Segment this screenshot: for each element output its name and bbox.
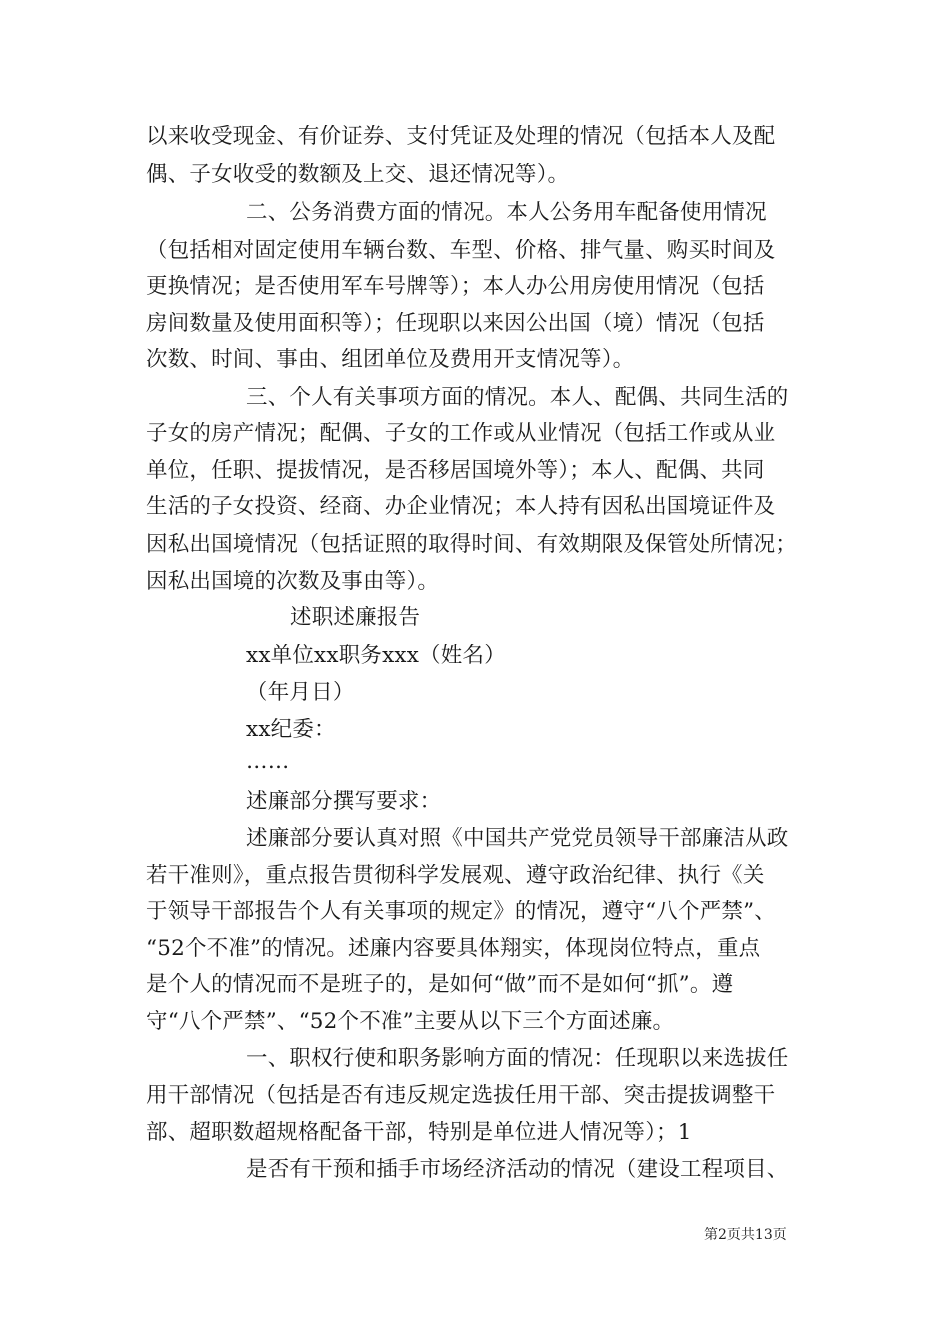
paragraph-start-line: 三、个人有关事项方面的情况。本人、配偶、共同生活的 — [246, 386, 789, 410]
date-line: （年月日） — [246, 681, 355, 705]
text-line: 因私出国境情况（包括证照的取得时间、有效期限及保管处所情况； — [146, 533, 798, 557]
paragraph-start-line: 二、公务消费方面的情况。本人公务用车配备使用情况 — [246, 201, 767, 225]
text-line: “52个不准”的情况。述廉内容要具体翔实，体现岗位特点，重点 — [146, 937, 761, 961]
text-line: 以来收受现金、有价证券、支付凭证及处理的情况（包括本人及配 — [146, 125, 776, 149]
paragraph-start-line: 是否有干预和插手市场经济活动的情况（建设工程项目、 — [246, 1158, 789, 1182]
text-line: 更换情况；是否使用军车号牌等）；本人办公用房使用情况（包括 — [146, 275, 765, 299]
text-line: 部、超职数超规格配备干部，特别是单位进人情况等）；1 — [146, 1121, 692, 1145]
text-line: 若干准则》，重点报告贯彻科学发展观、遵守政治纪律、执行《关 — [146, 864, 765, 888]
paragraph-start-line: 述廉部分要认真对照《中国共产党党员领导干部廉洁从政 — [246, 827, 789, 851]
text-line: 守“八个严禁”、“52个不准”主要从以下三个方面述廉。 — [146, 1010, 675, 1034]
paragraph-start-line: 一、职权行使和职务影响方面的情况：任现职以来选拔任 — [246, 1047, 789, 1071]
author-line: xx单位xx职务xxx（姓名） — [246, 644, 506, 668]
addressee-line: xx纪委： — [246, 718, 336, 742]
text-line: 子女的房产情况；配偶、子女的工作或从业情况（包括工作或从业 — [146, 422, 776, 446]
text-line: 因私出国境的次数及事由等）。 — [146, 570, 440, 594]
text-line: 单位，任职、提拔情况，是否移居国境外等）；本人、配偶、共同 — [146, 459, 765, 483]
text-line: （包括相对固定使用车辆台数、车型、价格、排气量、购买时间及 — [146, 239, 776, 263]
ellipsis-line: …… — [246, 750, 290, 774]
text-line: 生活的子女投资、经商、办企业情况；本人持有因私出国境证件及 — [146, 495, 776, 519]
text-line: 房间数量及使用面积等）；任现职以来因公出国（境）情况（包括 — [146, 312, 765, 336]
text-line: 次数、时间、事由、组团单位及费用开支情况等）。 — [146, 348, 635, 372]
text-line: 于领导干部报告个人有关事项的规定》的情况，遵守“八个严禁”、 — [146, 900, 776, 924]
text-line: 偶、子女收受的数额及上交、退还情况等）。 — [146, 163, 570, 187]
section-heading: 述廉部分撰写要求： — [246, 790, 442, 814]
text-line: 是个人的情况而不是班子的，是如何“做”而不是如何“抓”。遵 — [146, 973, 734, 997]
report-title: 述职述廉报告 — [290, 606, 421, 630]
text-line: 用干部情况（包括是否有违反规定选拔任用干部、突击提拔调整干 — [146, 1084, 776, 1108]
page-number: 第2页共13页 — [704, 1227, 787, 1243]
